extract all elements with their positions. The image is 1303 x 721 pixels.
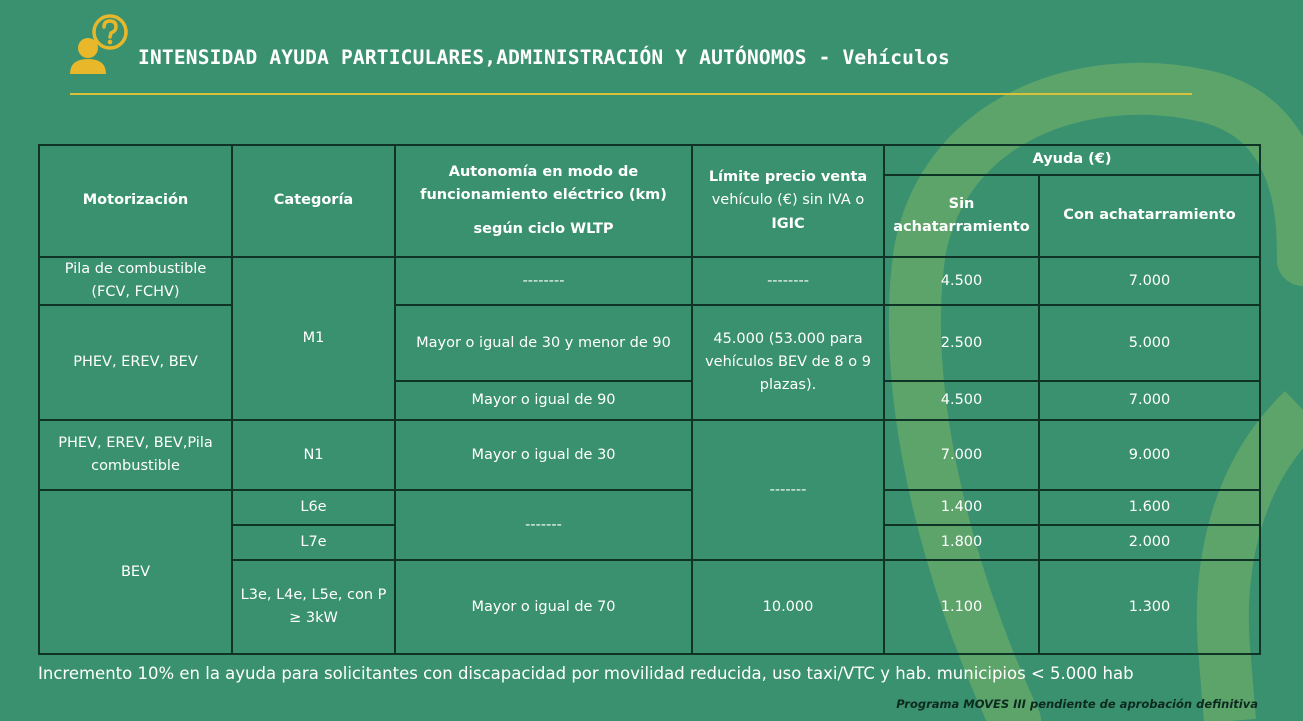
cell-con: 7.000 [1039, 381, 1260, 420]
page-title: INTENSIDAD AYUDA PARTICULARES,ADMINISTRACIÓN Y AUTÓNOMOS - Vehículos [138, 46, 950, 69]
cell-autonomia: -------- [395, 257, 692, 305]
cell-limite: ------- [692, 420, 884, 560]
cell-line: Pila de combustible [64, 261, 207, 277]
cell-line: PHEV, EREV, BEV,Pila [58, 435, 213, 452]
table-row [39, 305, 1260, 381]
cell-categoria [232, 560, 395, 654]
header-con-achatarramiento: Con achatarramiento [1039, 175, 1260, 257]
cell-autonomia: Mayor o igual de 30 y menor de 90 [395, 305, 692, 381]
cell-sin: 4.500 [884, 257, 1039, 305]
cell-sin: 1.800 [884, 525, 1039, 560]
cell-line: vehículos BEV de 8 o 9 [705, 354, 871, 371]
program-note: Programa MOVES III pendiente de aprobación definitiva [896, 697, 1258, 711]
header-sin-line: achatarramiento [893, 219, 1030, 235]
cell-con: 2.000 [1039, 525, 1260, 560]
cell-con: 1.600 [1039, 490, 1260, 525]
cell-categoria: L6e [232, 490, 395, 525]
cell-line: ≥ 3kW [289, 610, 338, 627]
cell-categoria: L7e [232, 525, 395, 560]
header-categoria: Categoría [232, 145, 395, 257]
cell-motorizacion: BEV [39, 490, 232, 654]
table-row [39, 420, 1260, 490]
cell-categoria: M1 [232, 257, 395, 420]
cell-con: 1.300 [1039, 560, 1260, 654]
header-autonomia-line: funcionamiento eléctrico (km) [420, 187, 667, 204]
cell-motorizacion [39, 420, 232, 490]
cell-line: 45.000 (53.000 para [713, 331, 863, 348]
header-sin-line: Sin [948, 195, 975, 212]
cell-sin: 1.100 [884, 560, 1039, 654]
cell-limite: 10.000 [692, 560, 884, 654]
cell-sin: 1.400 [884, 490, 1039, 525]
cell-categoria: N1 [232, 420, 395, 490]
cell-sin: 2.500 [884, 305, 1039, 381]
cell-line: (FCV, FCHV) [91, 284, 180, 301]
header-autonomia [395, 145, 692, 257]
header-limite-line: vehículo (€) sin IVA o [711, 192, 865, 209]
cell-con: 9.000 [1039, 420, 1260, 490]
cell-con: 5.000 [1039, 305, 1260, 381]
cell-autonomia: Mayor o igual de 90 [395, 381, 692, 420]
cell-line: L3e, L4e, L5e, con P [240, 587, 387, 604]
header-autonomia-line: según ciclo WLTP [473, 220, 614, 237]
table-row [39, 257, 1260, 305]
cell-limite: -------- [692, 257, 884, 305]
header-limite-line: Límite precio venta [708, 169, 868, 186]
cell-line: plazas). [759, 377, 817, 394]
cell-sin: 7.000 [884, 420, 1039, 490]
table-row [39, 490, 1260, 525]
cell-autonomia: Mayor o igual de 30 [395, 420, 692, 490]
cell-limite [692, 305, 884, 420]
header-limite-precio [692, 145, 884, 257]
title-divider [70, 93, 1192, 95]
cell-autonomia: Mayor o igual de 70 [395, 560, 692, 654]
aid-table [38, 144, 1261, 655]
header-autonomia-line: Autonomía en modo de [448, 164, 639, 181]
cell-sin: 4.500 [884, 381, 1039, 420]
header-motorizacion: Motorización [39, 145, 232, 257]
cell-motorizacion: PHEV, EREV, BEV [39, 305, 232, 420]
table-header-row [39, 145, 1260, 175]
cell-con: 7.000 [1039, 257, 1260, 305]
header-sin-achatarramiento [884, 175, 1039, 257]
cell-autonomia: ------- [395, 490, 692, 560]
person-question-icon [68, 12, 130, 76]
cell-line: combustible [91, 458, 180, 475]
cell-motorizacion [39, 257, 232, 305]
header-ayuda: Ayuda (€) [884, 145, 1260, 175]
header-limite-line: IGIC [771, 215, 805, 232]
footnote: Incremento 10% en la ayuda para solicitantes con discapacidad por movilidad reducida, uso taxi/VTC y hab. municipios < 5.000 hab [38, 664, 1134, 683]
